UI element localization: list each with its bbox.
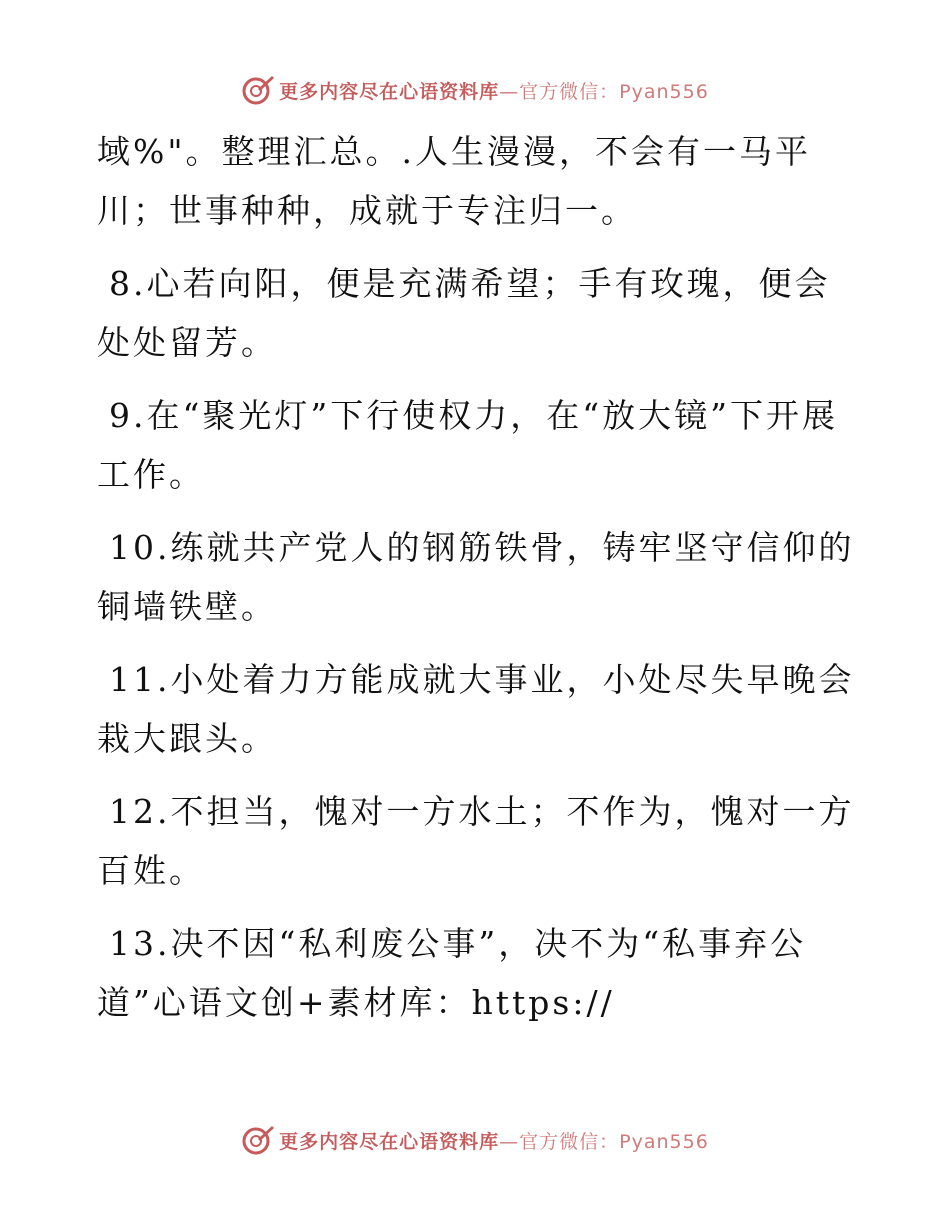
paragraph-text: 决不因“私利废公事”，决不为“私事弃公道”心语文创+素材库：https:// xyxy=(97,924,807,1022)
footer-banner xyxy=(0,1120,950,1160)
item-number: 10. xyxy=(109,528,171,567)
pen-logo-icon xyxy=(241,73,275,107)
paragraph-item-9 xyxy=(97,386,857,504)
banner-wechat: —官方微信：Pyan556 xyxy=(499,1130,709,1153)
paragraph-item-8 xyxy=(97,254,857,372)
paragraph-text: 不担当，愧对一方水土；不作为，愧对一方百姓。 xyxy=(97,792,855,890)
header-banner-text xyxy=(279,77,709,104)
paragraph-item-13 xyxy=(97,914,857,1032)
paragraph-text: 小处着力方能成就大事业，小处尽失早晚会栽大跟头。 xyxy=(97,660,855,758)
item-number: 12. xyxy=(109,792,171,831)
paragraph-item-11 xyxy=(97,650,857,768)
paragraph-text: 域%"。整理汇总。.人生漫漫，不会有一马平川；世事种种，成就于专注归一。 xyxy=(97,132,812,230)
item-number: 11. xyxy=(109,660,171,699)
paragraph-item-12 xyxy=(97,782,857,900)
footer-banner-text xyxy=(279,1127,709,1154)
paragraph-item-10 xyxy=(97,518,857,636)
paragraph-text: 心若向阳，便是充满希望；手有玫瑰，便会处处留芳。 xyxy=(97,264,831,362)
header-banner xyxy=(0,70,950,110)
paragraph-text: 练就共产党人的钢筋铁骨，铸牢坚守信仰的铜墙铁壁。 xyxy=(97,528,855,626)
banner-title: 更多内容尽在心语资料库 xyxy=(279,80,500,103)
paragraph-intro xyxy=(97,122,857,240)
banner-wechat: —官方微信：Pyan556 xyxy=(499,80,709,103)
pen-logo-icon xyxy=(241,1123,275,1157)
banner-title: 更多内容尽在心语资料库 xyxy=(279,1130,500,1153)
document-body xyxy=(97,122,857,1046)
item-number: 9. xyxy=(109,396,147,435)
item-number: 13. xyxy=(109,924,171,963)
item-number: 8. xyxy=(109,264,147,303)
paragraph-text: 在“聚光灯”下行使权力，在“放大镜”下开展工作。 xyxy=(97,396,838,494)
